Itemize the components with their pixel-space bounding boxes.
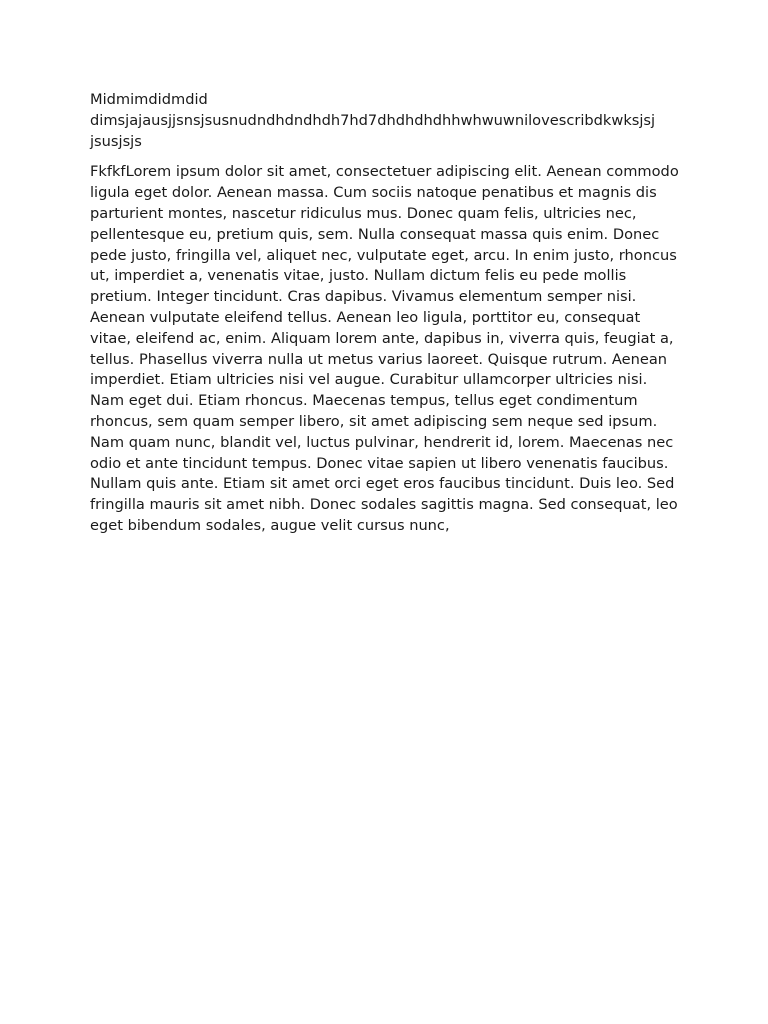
heading-line-2: dimsjajausjjsnsjsusnudndhdndhdh7hd7dhdhdhdhhwhwuwnilovescribdkwksjsj	[90, 111, 656, 129]
document-content	[90, 90, 680, 537]
heading-line-1: Midmimdidmdid	[90, 91, 208, 108]
heading-line-3: jsusjsjs	[90, 132, 142, 150]
document-heading	[90, 90, 680, 152]
body-paragraph: FkfkfLorem ipsum dolor sit amet, consectetuer adipiscing elit. Aenean commodo ligula eget dolor. Aenean massa. Cum sociis natoque penatibus et magnis dis parturient montes, nascetur ridiculus mus. Donec quam felis, ultricies nec, pellentesque eu, pretium quis, sem. Nulla consequat massa quis enim. Donec pede justo, fringilla vel, aliquet nec, vulputate eget, arcu. In enim justo, rhoncus ut, imperdiet a, venenatis vitae, justo. Nullam dictum felis eu pede mollis pretium. Integer tincidunt. Cras dapibus. Vivamus elementum semper nisi. Aenean vulputate eleifend tellus. Aenean leo ligula, porttitor eu, consequat vitae, eleifend ac, enim. Aliquam lorem ante, dapibus in, viverra quis, feugiat a, tellus. Phasellus viverra nulla ut metus varius laoreet. Quisque rutrum. Aenean imperdiet. Etiam ultricies nisi vel augue. Curabitur ullamcorper ultricies nisi. Nam eget dui. Etiam rhoncus. Maecenas tempus, tellus eget condimentum rhoncus, sem quam semper libero, sit amet adipiscing sem neque sed ipsum. Nam quam nunc, blandit vel, luctus pulvinar, hendrerit id, lorem. Maecenas nec odio et ante tincidunt tempus. Donec vitae sapien ut libero venenatis faucibus. Nullam quis ante. Etiam sit amet orci eget eros faucibus tincidunt. Duis leo. Sed fringilla mauris sit amet nibh. Donec sodales sagittis magna. Sed consequat, leo eget bibendum sodales, augue velit cursus nunc,	[90, 163, 679, 534]
